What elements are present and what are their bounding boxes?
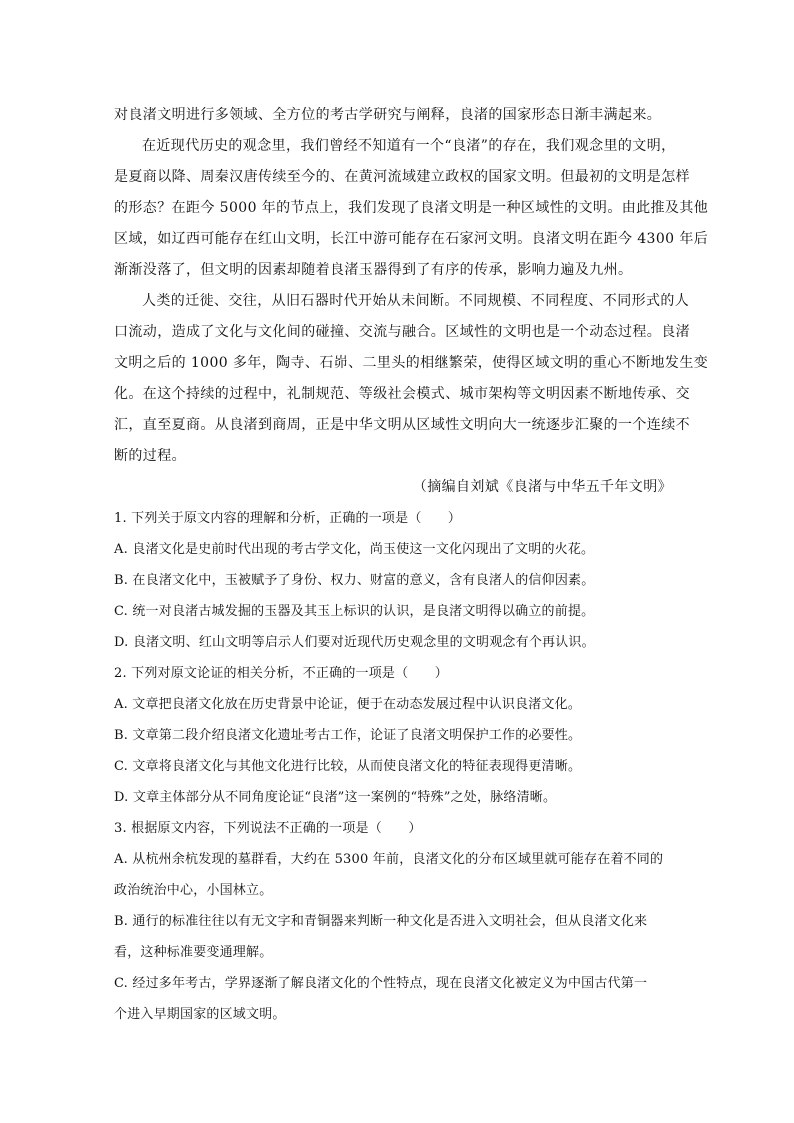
- question-1: [114, 503, 676, 658]
- passage-line: 化。在这个持续的过程中，礼制规范、等级社会模式、城市架构等文明因素不断地传承、交: [114, 386, 690, 402]
- question-3: [114, 813, 676, 1030]
- passage-line: 口流动，造成了文化与文化间的碰撞、交流与融合。区域性的文明也是一个动态过程。良渚: [114, 324, 690, 340]
- option-c: C. 文章将良渚文化与其他文化进行比较，从而使良渚文化的特征表现得更清晰。: [114, 759, 582, 774]
- passage-paragraph: [114, 131, 709, 286]
- option-c-continued: 个进入早期国家的区域文明。: [114, 1007, 286, 1022]
- passage-line: 的形态？在距今 5000 年的节点上，我们发现了良渚文明是一种区域性的文明。由此推及其他: [114, 200, 709, 216]
- passage-line: 是夏商以降、周秦汉唐传续至今的、在黄河流域建立政权的国家文明。但最初的文明是怎样: [114, 169, 690, 185]
- passage-line: 汇，直至夏商。从良渚到商周，正是中华文明从区域性文明向大一统逐步汇聚的一个连续不: [114, 417, 690, 433]
- option-a: A. 良渚文化是史前时代出现的考古学文化，尚玉使这一文化闪现出了文明的火花。: [114, 542, 595, 557]
- passage-line: 对良渚文明进行多领域、全方位的考古学研究与阐释，良渚的国家形态日渐丰满起来。: [114, 107, 662, 123]
- question-2: [114, 658, 676, 813]
- option-a: A. 文章把良渚文化放在历史背景中论证，便于在动态发展过程中认识良渚文化。: [114, 697, 582, 712]
- option-c: C. 经过多年考古，学界逐渐了解良渚文化的个性特点，现在良渚文化被定义为中国古代第一: [114, 976, 648, 991]
- option-b: B. 在良渚文化中，玉被赋予了身份、权力、财富的意义，含有良渚人的信仰因素。: [114, 573, 595, 588]
- option-b-continued: 看，这种标准要变通理解。: [114, 945, 273, 960]
- question-stem: 3. 根据原文内容，下列说法不正确的一项是（ ）: [114, 821, 422, 836]
- option-d: D. 文章主体部分从不同角度论证“良渚”这一案例的“特殊”之处，脉络清晰。: [114, 790, 557, 805]
- option-a: A. 从杭州余杭发现的墓群看，大约在 5300 年前，良渚文化的分布区域里就可能存在着不同的: [114, 852, 664, 867]
- passage-line: 区域，如辽西可能存在红山文明，长江中游可能存在石家河文明。良渚文明在距今 4300 年后: [114, 231, 709, 247]
- passage-paragraph: [114, 286, 709, 472]
- passage-line: 人类的迁徙、交往，从旧石器时代开始从未间断。不同规模、不同程度、不同形式的人: [142, 293, 690, 309]
- source-citation: （摘编自刘斌《良渚与中华五千年文明》: [412, 479, 672, 495]
- passage: [114, 100, 709, 503]
- passage-line: 断的过程。: [114, 448, 186, 464]
- option-b: B. 通行的标准往往以有无文字和青铜器来判断一种文化是否进入文明社会，但从良渚文化来: [114, 914, 648, 929]
- option-b: B. 文章第二段介绍良渚文化遗址考古工作，论证了良渚文明保护工作的必要性。: [114, 728, 582, 743]
- option-c: C. 统一对良渚古城发掘的玉器及其玉上标识的认识，是良渚文明得以确立的前提。: [114, 604, 595, 619]
- question-stem: 1. 下列关于原文内容的理解和分析，正确的一项是（ ）: [114, 511, 462, 526]
- passage-line: 文明之后的 1000 多年，陶寺、石峁、二里头的相继繁荣，使得区域文明的重心不断地发生变: [114, 355, 709, 371]
- question-list: [114, 503, 676, 1030]
- question-stem: 2. 下列对原文论证的相关分析，不正确的一项是（ ）: [114, 666, 448, 681]
- passage-line: 在近现代历史的观念里，我们曾经不知道有一个“良渚”的存在，我们观念里的文明，: [142, 138, 676, 154]
- option-d: D. 良渚文明、红山文明等启示人们要对近现代历史观念里的文明观念有个再认识。: [114, 635, 595, 650]
- passage-line: 渐渐没落了，但文明的因素却随着良渚玉器得到了有序的传承，影响力遍及九州。: [114, 262, 633, 278]
- option-a-continued: 政治统治中心，小国林立。: [114, 883, 273, 898]
